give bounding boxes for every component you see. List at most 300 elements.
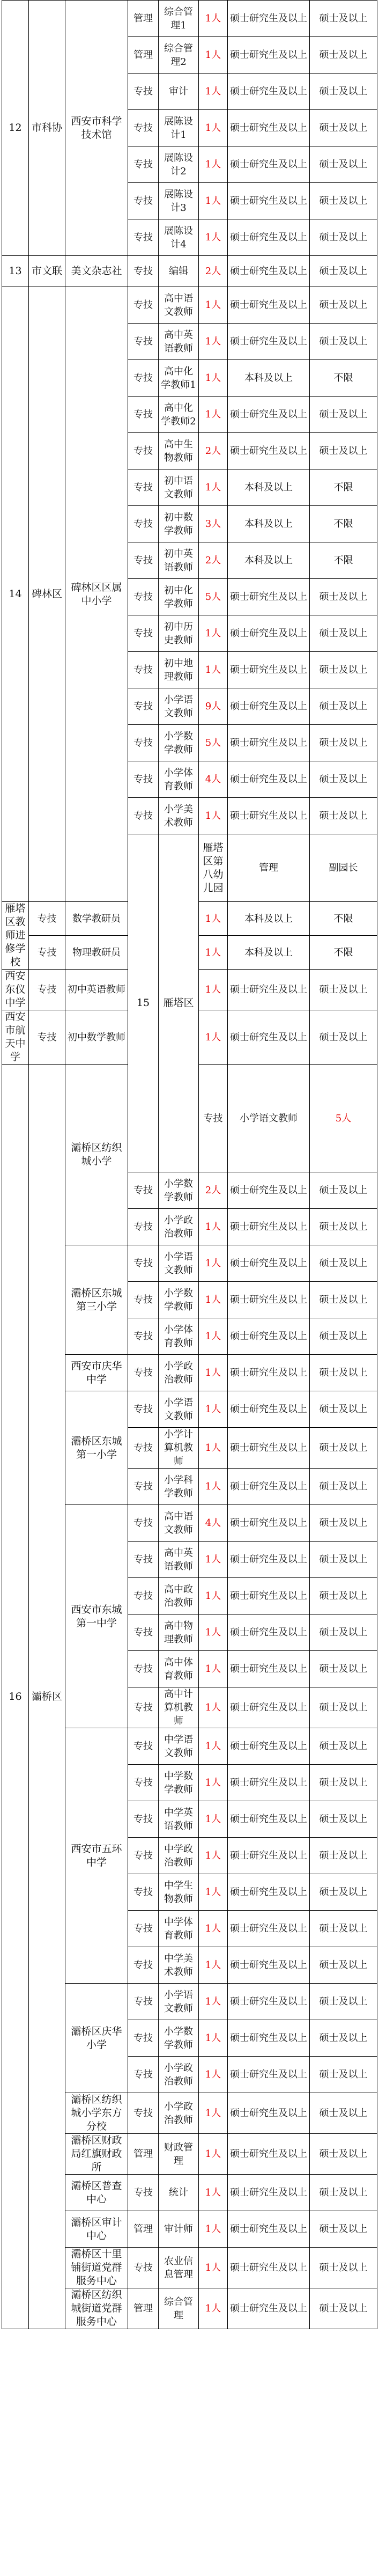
unit-cell: 灞桥区东城第一小学 [65, 1391, 128, 1505]
unit-cell: 灞桥区纺织城小学 [65, 1065, 128, 1245]
education-cell: 硕士研究生及以上 [228, 219, 310, 256]
education-cell: 硕士研究生及以上 [228, 652, 310, 688]
post-name-cell: 小学美术教师 [159, 798, 199, 834]
degree-cell: 硕士及以上 [310, 1874, 377, 1911]
education-cell: 硕士研究生及以上 [228, 2175, 310, 2211]
headcount-cell: 1人 [199, 2134, 228, 2175]
education-cell: 硕士研究生及以上 [228, 1687, 310, 1728]
headcount-cell: 1人 [199, 1874, 228, 1911]
degree-cell: 硕士及以上 [310, 287, 377, 324]
headcount-cell: 1人 [199, 1651, 228, 1687]
headcount-cell: 1人 [199, 1209, 228, 1245]
headcount-cell: 1人 [199, 1010, 228, 1065]
degree-cell: 硕士及以上 [310, 1282, 377, 1318]
post-type-cell: 管理 [128, 2288, 159, 2329]
degree-cell: 硕士及以上 [310, 1911, 377, 1947]
education-cell: 硕士研究生及以上 [228, 1469, 310, 1505]
headcount-cell: 1人 [199, 652, 228, 688]
headcount-cell: 5人 [310, 1065, 377, 1172]
education-cell: 硕士研究生及以上 [228, 1838, 310, 1874]
headcount-cell: 1人 [199, 1687, 228, 1728]
degree-cell: 硕士及以上 [310, 1, 377, 37]
headcount-cell: 1人 [199, 1911, 228, 1947]
headcount-cell: 1人 [199, 1469, 228, 1505]
post-name-cell: 初中历史教师 [159, 615, 199, 652]
post-name-cell: 高中英语教师 [159, 1542, 199, 1578]
table-row [2, 1, 377, 37]
post-name-cell: 高中生物教师 [159, 433, 199, 469]
post-type-cell: 专技 [128, 1505, 159, 1542]
table-row [2, 256, 377, 287]
post-name-cell: 综合管理2 [159, 37, 199, 74]
post-type-cell: 专技 [128, 1614, 159, 1651]
recruitment-table [2, 0, 377, 2329]
degree-cell: 硕士及以上 [310, 2248, 377, 2288]
education-cell: 硕士研究生及以上 [228, 2057, 310, 2093]
post-type-cell: 专技 [128, 1687, 159, 1728]
post-type-cell: 专技 [128, 1911, 159, 1947]
headcount-cell: 1人 [199, 1578, 228, 1614]
degree-cell: 硕士及以上 [310, 1984, 377, 2020]
post-type-cell: 专技 [128, 2093, 159, 2134]
degree-cell: 硕士及以上 [310, 1765, 377, 1801]
degree-cell: 硕士及以上 [310, 1542, 377, 1578]
post-name-cell: 展陈设计3 [159, 183, 199, 219]
education-cell: 硕士研究生及以上 [228, 2134, 310, 2175]
headcount-cell: 1人 [199, 2288, 228, 2329]
education-cell: 硕士研究生及以上 [228, 2211, 310, 2248]
education-cell: 硕士研究生及以上 [228, 798, 310, 834]
degree-cell: 硕士及以上 [310, 1355, 377, 1391]
headcount-cell: 1人 [199, 902, 228, 936]
education-cell: 本科及以上 [228, 902, 310, 936]
headcount-cell: 1人 [199, 287, 228, 324]
post-name-cell: 初中地理教师 [159, 652, 199, 688]
unit-cell: 灞桥区纺织城街道党群服务中心 [65, 2288, 128, 2329]
post-name-cell: 高中体育教师 [159, 1651, 199, 1687]
headcount-cell: 2人 [199, 256, 228, 287]
post-type-cell: 专技 [128, 360, 159, 397]
post-name-cell: 编辑 [159, 256, 199, 287]
headcount-cell: 3人 [199, 506, 228, 542]
post-type-cell: 专技 [128, 1209, 159, 1245]
post-type-cell: 管理 [128, 37, 159, 74]
post-type-cell: 专技 [128, 469, 159, 506]
headcount-cell: 1人 [199, 2093, 228, 2134]
headcount-cell: 1人 [199, 469, 228, 506]
post-name-cell: 高中化学教师2 [159, 397, 199, 433]
degree-cell: 硕士及以上 [310, 652, 377, 688]
headcount-cell: 1人 [199, 1765, 228, 1801]
degree-cell: 硕士及以上 [310, 37, 377, 74]
degree-cell: 硕士及以上 [310, 110, 377, 146]
post-type-cell: 专技 [128, 1318, 159, 1355]
post-name-cell: 小学计算机教师 [159, 1428, 199, 1469]
post-type-cell: 管理 [128, 2134, 159, 2175]
post-type-cell: 管理 [128, 2211, 159, 2248]
unit-cell: 西安市东城第一中学 [65, 1505, 128, 1728]
degree-cell: 不限 [310, 902, 377, 936]
unit-cell: 西安市航天中学 [2, 1010, 29, 1065]
headcount-cell: 4人 [199, 761, 228, 798]
headcount-cell: 1人 [199, 1728, 228, 1765]
education-cell: 硕士研究生及以上 [228, 1614, 310, 1651]
post-type-cell: 专技 [128, 1355, 159, 1391]
education-cell: 硕士研究生及以上 [228, 1428, 310, 1469]
degree-cell: 硕士及以上 [310, 2057, 377, 2093]
headcount-cell: 1人 [199, 360, 228, 397]
headcount-cell: 1人 [199, 1245, 228, 1282]
seq-cell: 14 [2, 287, 29, 902]
post-type-cell: 专技 [128, 1765, 159, 1801]
headcount-cell: 2人 [199, 1172, 228, 1209]
degree-cell: 硕士及以上 [310, 615, 377, 652]
post-type-cell: 专技 [128, 2020, 159, 2057]
post-type-cell: 管理 [128, 1, 159, 37]
seq-cell: 13 [2, 256, 29, 287]
post-type-cell: 专技 [128, 1542, 159, 1578]
education-cell: 硕士研究生及以上 [228, 256, 310, 287]
education-cell: 硕士研究生及以上 [228, 725, 310, 761]
education-cell: 硕士研究生及以上 [228, 1355, 310, 1391]
unit-cell: 美文杂志社 [65, 256, 128, 287]
education-cell: 硕士研究生及以上 [228, 324, 310, 360]
department-cell: 碑林区 [29, 287, 65, 902]
education-cell: 硕士研究生及以上 [228, 1765, 310, 1801]
degree-cell: 不限 [310, 936, 377, 970]
headcount-cell: 1人 [199, 615, 228, 652]
headcount-cell: 1人 [199, 1542, 228, 1578]
headcount-cell: 1人 [199, 219, 228, 256]
headcount-cell: 1人 [199, 798, 228, 834]
degree-cell: 硕士及以上 [310, 74, 377, 110]
degree-cell: 硕士及以上 [310, 1838, 377, 1874]
degree-cell: 硕士及以上 [310, 2134, 377, 2175]
department-cell: 市科协 [29, 1, 65, 256]
unit-cell: 西安东仪中学 [2, 970, 29, 1010]
post-name-cell: 中学政治教师 [159, 1838, 199, 1874]
headcount-cell: 1人 [199, 1355, 228, 1391]
post-name-cell: 展陈设计2 [159, 146, 199, 183]
unit-cell: 灞桥区财政局红旗财政所 [65, 2134, 128, 2175]
headcount-cell: 1人 [199, 970, 228, 1010]
education-cell: 硕士研究生及以上 [228, 1651, 310, 1687]
headcount-cell: 1人 [199, 1428, 228, 1469]
headcount-cell: 1人 [199, 1838, 228, 1874]
education-cell: 硕士研究生及以上 [228, 761, 310, 798]
post-type-cell: 专技 [128, 688, 159, 725]
post-type-cell: 专技 [128, 615, 159, 652]
education-cell: 本科及以上 [228, 936, 310, 970]
headcount-cell: 1人 [199, 74, 228, 110]
headcount-cell: 1人 [199, 2248, 228, 2288]
post-name-cell: 审计 [159, 74, 199, 110]
post-name-cell: 综合管理 [159, 2288, 199, 2329]
post-name-cell: 初中数学教师 [65, 1010, 128, 1065]
degree-cell: 硕士及以上 [310, 183, 377, 219]
post-name-cell: 副园长 [310, 834, 377, 902]
post-name-cell: 小学语文教师 [228, 1065, 310, 1172]
education-cell: 硕士研究生及以上 [228, 1911, 310, 1947]
seq-cell: 12 [2, 1, 29, 256]
post-name-cell: 初中化学教师 [159, 579, 199, 615]
degree-cell: 硕士及以上 [310, 2020, 377, 2057]
degree-cell: 硕士及以上 [310, 2211, 377, 2248]
education-cell: 硕士研究生及以上 [228, 1542, 310, 1578]
unit-cell: 灞桥区审计中心 [65, 2211, 128, 2248]
post-type-cell: 专技 [128, 1245, 159, 1282]
post-name-cell: 小学体育教师 [159, 761, 199, 798]
post-name-cell: 小学政治教师 [159, 1355, 199, 1391]
post-type-cell: 专技 [128, 256, 159, 287]
degree-cell: 硕士及以上 [310, 1801, 377, 1838]
headcount-cell: 2人 [199, 542, 228, 579]
post-type-cell: 专技 [29, 936, 65, 970]
post-name-cell: 小学语文教师 [159, 1391, 199, 1428]
post-name-cell: 综合管理1 [159, 1, 199, 37]
degree-cell: 硕士及以上 [310, 761, 377, 798]
headcount-cell: 1人 [199, 146, 228, 183]
education-cell: 硕士研究生及以上 [228, 1282, 310, 1318]
post-name-cell: 财政管理 [159, 2134, 199, 2175]
education-cell: 硕士研究生及以上 [228, 287, 310, 324]
degree-cell: 硕士及以上 [310, 1578, 377, 1614]
post-name-cell: 小学语文教师 [159, 1245, 199, 1282]
post-name-cell: 中学语文教师 [159, 1728, 199, 1765]
post-type-cell: 专技 [128, 287, 159, 324]
post-type-cell: 专技 [128, 1651, 159, 1687]
post-name-cell: 高中政治教师 [159, 1578, 199, 1614]
headcount-cell: 1人 [199, 936, 228, 970]
degree-cell: 硕士及以上 [310, 1651, 377, 1687]
education-cell: 硕士研究生及以上 [228, 146, 310, 183]
degree-cell: 硕士及以上 [310, 2175, 377, 2211]
post-type-cell: 专技 [199, 1065, 228, 1172]
education-cell: 硕士研究生及以上 [228, 1947, 310, 1984]
post-name-cell: 中学数学教师 [159, 1765, 199, 1801]
headcount-cell: 1人 [199, 1282, 228, 1318]
education-cell: 硕士研究生及以上 [228, 1391, 310, 1428]
post-name-cell: 小学语文教师 [159, 1984, 199, 2020]
post-name-cell: 中学体育教师 [159, 1911, 199, 1947]
education-cell: 硕士研究生及以上 [228, 37, 310, 74]
education-cell: 硕士研究生及以上 [228, 1578, 310, 1614]
unit-cell: 碑林区区属中小学 [65, 287, 128, 902]
education-cell: 硕士研究生及以上 [228, 1728, 310, 1765]
post-name-cell: 初中语文教师 [159, 469, 199, 506]
post-name-cell: 中学英语教师 [159, 1801, 199, 1838]
headcount-cell: 4人 [199, 1505, 228, 1542]
education-cell: 硕士研究生及以上 [228, 433, 310, 469]
education-cell: 硕士研究生及以上 [228, 2248, 310, 2288]
headcount-cell: 1人 [199, 37, 228, 74]
post-type-cell: 专技 [128, 433, 159, 469]
degree-cell: 硕士及以上 [310, 1947, 377, 1984]
post-type-cell: 专技 [128, 110, 159, 146]
education-cell: 硕士研究生及以上 [228, 2288, 310, 2329]
headcount-cell: 1人 [199, 2057, 228, 2093]
post-name-cell: 高中英语教师 [159, 324, 199, 360]
unit-cell: 灞桥区庆华小学 [65, 1984, 128, 2093]
post-name-cell: 中学美术教师 [159, 1947, 199, 1984]
post-name-cell: 农业信息管理 [159, 2248, 199, 2288]
post-name-cell: 展陈设计4 [159, 219, 199, 256]
post-type-cell: 专技 [128, 652, 159, 688]
headcount-cell: 1人 [199, 1984, 228, 2020]
headcount-cell: 1人 [199, 1391, 228, 1428]
degree-cell: 不限 [310, 469, 377, 506]
degree-cell: 硕士及以上 [310, 433, 377, 469]
degree-cell: 硕士及以上 [310, 219, 377, 256]
post-name-cell: 物理教研员 [65, 936, 128, 970]
post-type-cell: 专技 [128, 1172, 159, 1209]
headcount-cell: 1人 [199, 397, 228, 433]
headcount-cell: 1人 [199, 2175, 228, 2211]
post-name-cell: 小学政治教师 [159, 1209, 199, 1245]
post-name-cell: 小学数学教师 [159, 1282, 199, 1318]
post-type-cell: 专技 [128, 74, 159, 110]
unit-cell: 西安市庆华中学 [65, 1355, 128, 1391]
headcount-cell: 1人 [199, 110, 228, 146]
post-type-cell: 专技 [128, 1874, 159, 1911]
unit-cell: 灞桥区普查中心 [65, 2175, 128, 2211]
education-cell: 硕士研究生及以上 [228, 1172, 310, 1209]
post-type-cell: 专技 [128, 1984, 159, 2020]
education-cell: 硕士研究生及以上 [228, 1318, 310, 1355]
degree-cell: 硕士及以上 [310, 1010, 377, 1065]
post-type-cell: 专技 [29, 1010, 65, 1065]
seq-cell: 16 [2, 1065, 29, 2329]
post-name-cell: 小学数学教师 [159, 725, 199, 761]
post-name-cell: 初中英语教师 [159, 542, 199, 579]
education-cell: 硕士研究生及以上 [228, 1801, 310, 1838]
education-cell: 本科及以上 [228, 469, 310, 506]
post-name-cell: 小学科学教师 [159, 1469, 199, 1505]
degree-cell: 硕士及以上 [310, 1614, 377, 1651]
degree-cell: 硕士及以上 [310, 1245, 377, 1282]
post-name-cell: 高中语文教师 [159, 1505, 199, 1542]
post-type-cell: 专技 [128, 579, 159, 615]
degree-cell: 硕士及以上 [310, 2093, 377, 2134]
post-type-cell: 专技 [128, 1578, 159, 1614]
headcount-cell: 1人 [199, 1801, 228, 1838]
post-name-cell: 小学数学教师 [159, 1172, 199, 1209]
degree-cell: 硕士及以上 [310, 688, 377, 725]
post-type-cell: 专技 [128, 1801, 159, 1838]
unit-cell: 雁塔区第八幼儿园 [199, 834, 228, 902]
degree-cell: 硕士及以上 [310, 725, 377, 761]
post-name-cell: 展陈设计1 [159, 110, 199, 146]
degree-cell: 硕士及以上 [310, 1469, 377, 1505]
post-type-cell: 专技 [128, 2175, 159, 2211]
department-cell: 雁塔区 [159, 834, 199, 1172]
headcount-cell: 9人 [199, 688, 228, 725]
unit-cell: 雁塔区教师进修学校 [2, 902, 29, 970]
education-cell: 硕士研究生及以上 [228, 688, 310, 725]
post-name-cell: 数学教研员 [65, 902, 128, 936]
department-cell: 市文联 [29, 256, 65, 287]
post-type-cell: 管理 [228, 834, 310, 902]
education-cell: 硕士研究生及以上 [228, 1984, 310, 2020]
post-name-cell: 初中数学教师 [159, 506, 199, 542]
degree-cell: 硕士及以上 [310, 1728, 377, 1765]
degree-cell: 硕士及以上 [310, 146, 377, 183]
post-type-cell: 专技 [128, 1469, 159, 1505]
education-cell: 硕士研究生及以上 [228, 183, 310, 219]
post-name-cell: 小学体育教师 [159, 1318, 199, 1355]
degree-cell: 硕士及以上 [310, 2288, 377, 2329]
education-cell: 硕士研究生及以上 [228, 970, 310, 1010]
headcount-cell: 1人 [199, 183, 228, 219]
education-cell: 硕士研究生及以上 [228, 2020, 310, 2057]
post-name-cell: 小学数学教师 [159, 2020, 199, 2057]
degree-cell: 硕士及以上 [310, 1687, 377, 1728]
post-name-cell: 审计师 [159, 2211, 199, 2248]
post-type-cell: 专技 [128, 761, 159, 798]
education-cell: 硕士研究生及以上 [228, 1010, 310, 1065]
education-cell: 本科及以上 [228, 360, 310, 397]
education-cell: 硕士研究生及以上 [228, 615, 310, 652]
unit-cell: 西安市科学技术馆 [65, 1, 128, 256]
unit-cell: 灞桥区十里铺街道党群服务中心 [65, 2248, 128, 2288]
post-type-cell: 专技 [128, 1838, 159, 1874]
headcount-cell: 1人 [199, 1318, 228, 1355]
degree-cell: 硕士及以上 [310, 324, 377, 360]
table-row [2, 287, 377, 324]
post-type-cell: 专技 [128, 2057, 159, 2093]
education-cell: 硕士研究生及以上 [228, 1245, 310, 1282]
post-type-cell: 专技 [128, 1391, 159, 1428]
degree-cell: 硕士及以上 [310, 1428, 377, 1469]
degree-cell: 硕士及以上 [310, 798, 377, 834]
education-cell: 本科及以上 [228, 506, 310, 542]
degree-cell: 硕士及以上 [310, 1172, 377, 1209]
education-cell: 硕士研究生及以上 [228, 110, 310, 146]
post-type-cell: 专技 [128, 397, 159, 433]
seq-cell: 15 [128, 834, 159, 1172]
post-type-cell: 专技 [128, 1428, 159, 1469]
degree-cell: 不限 [310, 360, 377, 397]
education-cell: 本科及以上 [228, 542, 310, 579]
post-name-cell: 小学政治教师 [159, 2093, 199, 2134]
headcount-cell: 5人 [199, 579, 228, 615]
unit-cell: 灞桥区东城第三小学 [65, 1245, 128, 1355]
education-cell: 硕士研究生及以上 [228, 2093, 310, 2134]
post-name-cell: 小学语文教师 [159, 688, 199, 725]
degree-cell: 硕士及以上 [310, 1391, 377, 1428]
education-cell: 硕士研究生及以上 [228, 397, 310, 433]
education-cell: 硕士研究生及以上 [228, 579, 310, 615]
post-name-cell: 中学生物教师 [159, 1874, 199, 1911]
education-cell: 硕士研究生及以上 [228, 1, 310, 37]
post-type-cell: 专技 [128, 1947, 159, 1984]
post-type-cell: 专技 [128, 324, 159, 360]
post-type-cell: 专技 [29, 970, 65, 1010]
degree-cell: 硕士及以上 [310, 256, 377, 287]
post-name-cell: 统计 [159, 2175, 199, 2211]
post-name-cell: 高中语文教师 [159, 287, 199, 324]
degree-cell: 硕士及以上 [310, 970, 377, 1010]
headcount-cell: 1人 [199, 1, 228, 37]
degree-cell: 硕士及以上 [310, 397, 377, 433]
degree-cell: 硕士及以上 [310, 1209, 377, 1245]
post-type-cell: 专技 [128, 1282, 159, 1318]
degree-cell: 不限 [310, 542, 377, 579]
post-type-cell: 专技 [128, 506, 159, 542]
headcount-cell: 1人 [199, 2020, 228, 2057]
education-cell: 硕士研究生及以上 [228, 74, 310, 110]
degree-cell: 硕士及以上 [310, 1318, 377, 1355]
